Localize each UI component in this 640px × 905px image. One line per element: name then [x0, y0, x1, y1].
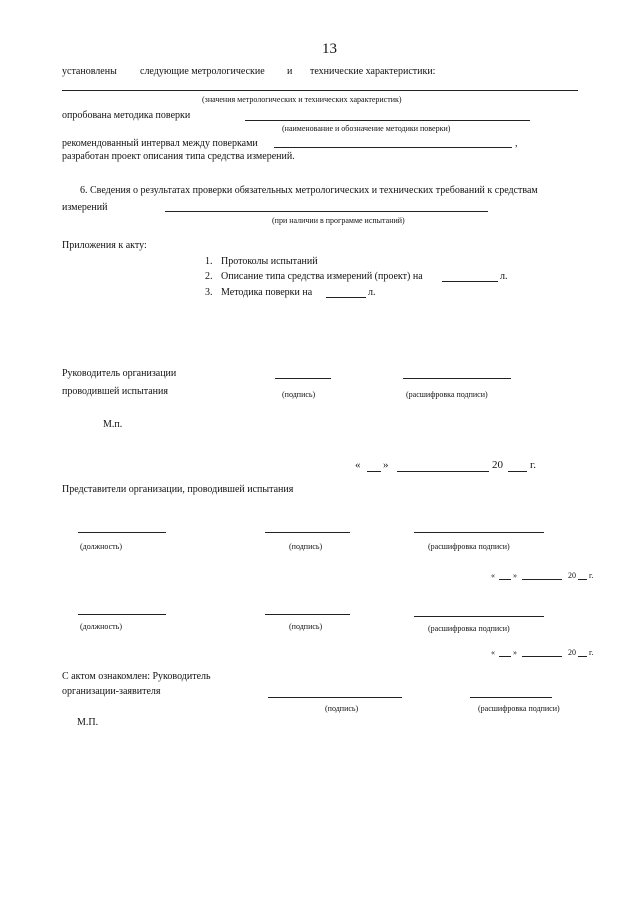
blank-head-decode [403, 378, 511, 379]
rep1-position-caption: (должность) [80, 542, 122, 551]
attachments-title: Приложения к акту: [62, 240, 147, 251]
interval-label: рекомендованный интервал между поверками [62, 138, 258, 149]
rep2-sign-caption: (подпись) [289, 622, 323, 631]
page-number: 13 [322, 41, 337, 57]
blank-head-sign [275, 378, 331, 379]
blank-rep2-decode [414, 616, 544, 617]
acquainted-stamp: М.П. [77, 717, 99, 728]
rep2-position-caption: (должность) [80, 622, 122, 631]
blank-rep1-year [578, 579, 587, 580]
head-sign-caption: (подпись) [282, 390, 316, 399]
method-label: опробована методика поверки [62, 110, 191, 121]
blank-method [245, 120, 530, 121]
date-suffix: г. [530, 459, 537, 471]
head-line2: проводившей испытания [62, 386, 168, 397]
head-stamp: М.п. [103, 419, 123, 430]
blank-date-year [508, 471, 527, 472]
rep1-date-year: 20 [568, 571, 576, 580]
rep1-decode-caption: (расшифровка подписи) [428, 542, 510, 551]
blank-acquainted-sign [268, 697, 402, 698]
attachment-1-text: Протоколы испытаний [221, 256, 318, 267]
caption-characteristics: (значения метрологических и технических характеристик) [202, 95, 402, 104]
attachment-2-num: 2. [205, 271, 213, 282]
acquainted-decode-caption: (расшифровка подписи) [478, 704, 560, 713]
blank-acquainted-decode [470, 697, 552, 698]
attachment-3-text: Методика поверки на [221, 287, 313, 298]
acquainted-line2: организации-заявителя [62, 686, 161, 697]
attachment-2-suffix: л. [500, 271, 508, 282]
section6-caption: (при наличии в программе испытаний) [272, 216, 405, 225]
blank-rep1-position [78, 532, 166, 533]
rep1-date-close: » [513, 571, 517, 580]
text-established: установлены [62, 66, 117, 77]
blank-rep1-day [499, 579, 511, 580]
interval-trailing-comma: , [515, 138, 518, 149]
attachment-1-num: 1. [205, 256, 213, 267]
blank-rep2-year [578, 656, 587, 657]
text-following-metrological: следующие метрологические [140, 66, 265, 77]
blank-date-day [367, 471, 381, 472]
rep2-date-year: 20 [568, 648, 576, 657]
blank-rep2-day [499, 656, 511, 657]
date-open-quote: « [355, 459, 361, 471]
blank-interval [274, 147, 512, 148]
rep2-decode-caption: (расшифровка подписи) [428, 624, 510, 633]
blank-rep2-month [522, 656, 562, 657]
blank-attachment-3 [326, 297, 366, 298]
blank-section6 [165, 211, 488, 212]
acquainted-sign-caption: (подпись) [325, 704, 359, 713]
text-technical-characteristics: технические характеристики: [310, 66, 436, 77]
blank-date-month [397, 471, 489, 472]
rep1-date-open: « [491, 571, 495, 580]
representatives-title: Представители организации, проводившей испытания [62, 484, 294, 495]
rep2-date-open: « [491, 648, 495, 657]
rep1-sign-caption: (подпись) [289, 542, 323, 551]
attachment-3-suffix: л. [368, 287, 376, 298]
project-line: разработан проект описания типа средства измерений. [62, 151, 295, 162]
rep2-date-suffix: г. [589, 648, 594, 657]
date-close-quote: » [383, 459, 389, 471]
text-and: и [287, 66, 293, 77]
acquainted-line1: С актом ознакомлен: Руководитель [62, 671, 211, 682]
blank-characteristics [62, 90, 578, 91]
rep1-date-suffix: г. [589, 571, 594, 580]
blank-rep2-position [78, 614, 166, 615]
section6-line1: 6. Сведения о результатах проверки обязательных метрологических и технических требований к средствам [80, 185, 538, 196]
blank-rep1-sign [265, 532, 350, 533]
head-decode-caption: (расшифровка подписи) [406, 390, 488, 399]
attachment-2-text: Описание типа средства измерений (проект) на [221, 271, 423, 282]
rep2-date-close: » [513, 648, 517, 657]
attachment-3-num: 3. [205, 287, 213, 298]
blank-rep1-decode [414, 532, 544, 533]
head-line1: Руководитель организации [62, 368, 177, 379]
date-year-prefix: 20 [492, 459, 503, 471]
section6-line2: измерений [62, 202, 108, 213]
blank-rep1-month [522, 579, 562, 580]
blank-rep2-sign [265, 614, 350, 615]
method-caption: (наименование и обозначение методики поверки) [282, 124, 451, 133]
blank-attachment-2 [442, 281, 498, 282]
